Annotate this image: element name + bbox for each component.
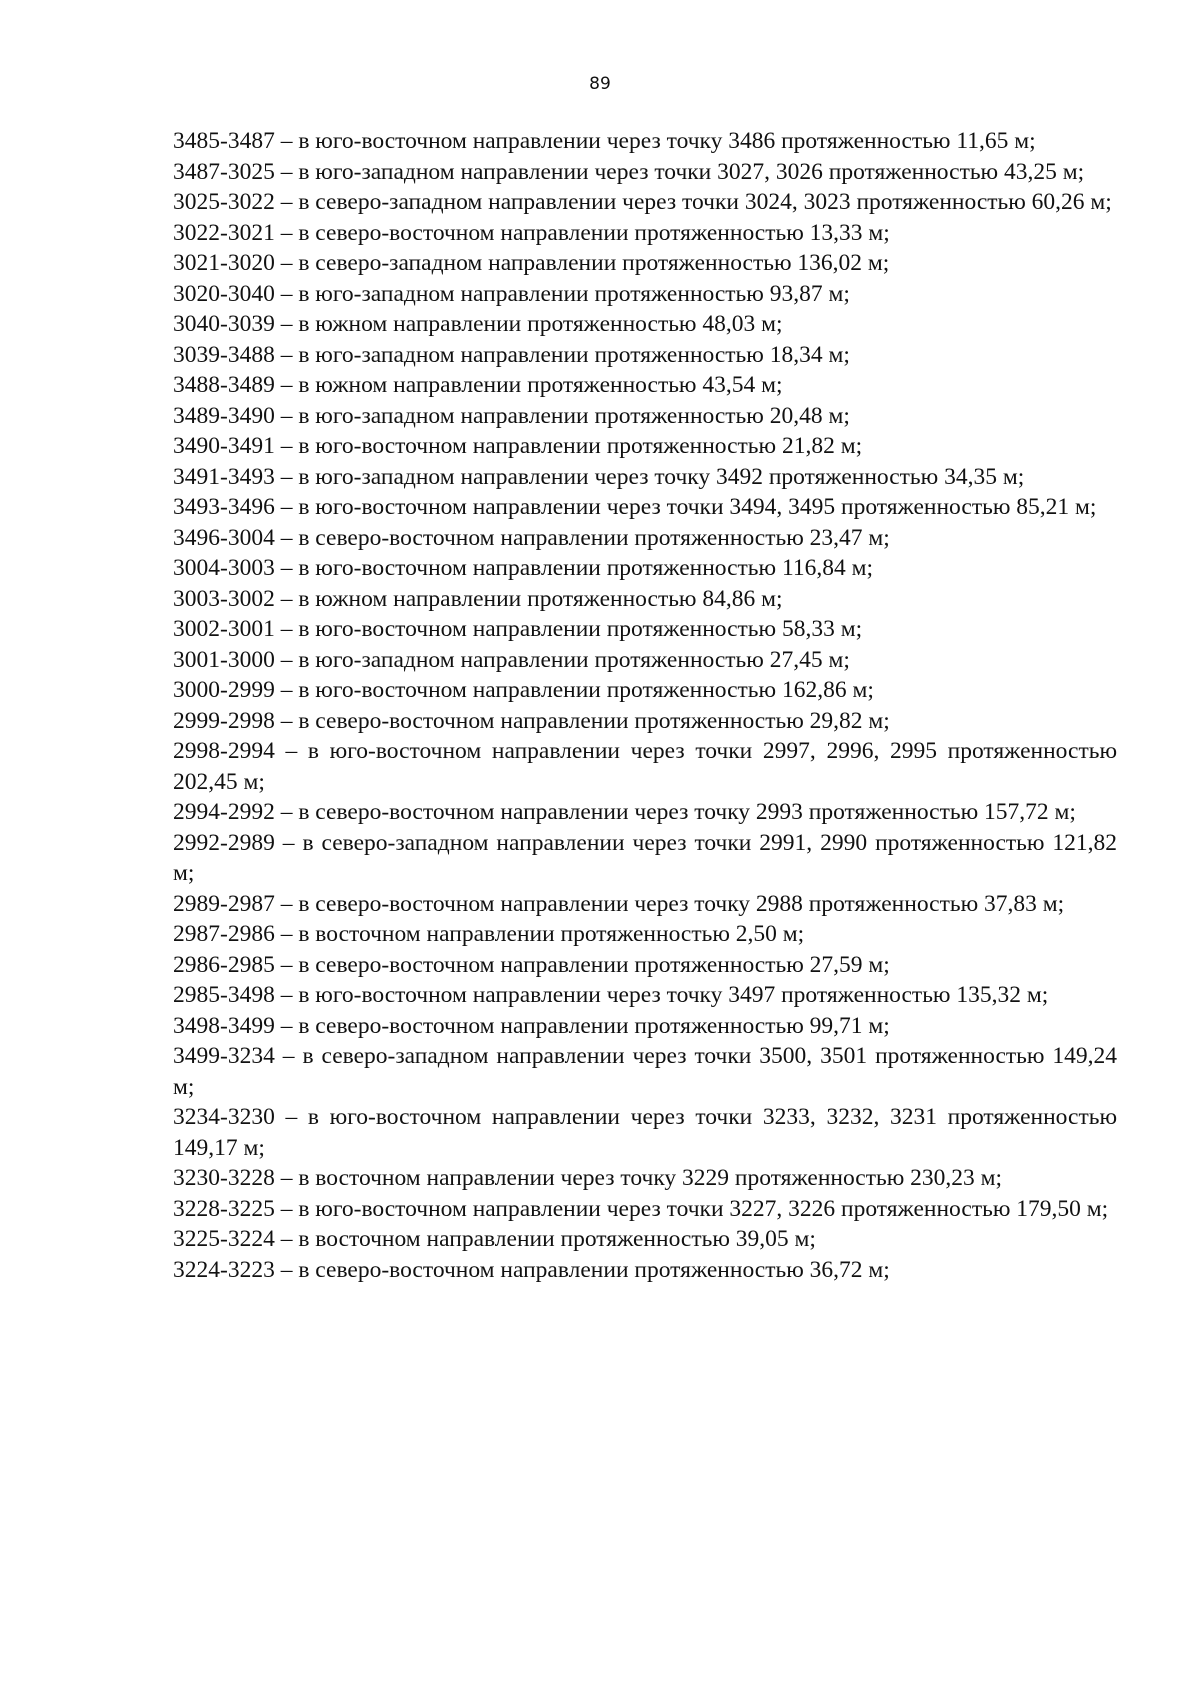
boundary-segment-paragraph: 3234-3230 – в юго-восточном направлении через точки 3233, 3232, 3231 протяженностью 149,17 м;	[173, 1104, 1117, 1161]
boundary-segment-paragraph: 2985-3498 – в юго-восточном направлении через точку 3497 протяженностью 135,32 м;	[173, 982, 1049, 1008]
boundary-segment-paragraph: 3022-3021 – в северо-восточном направлении протяженностью 13,33 м;	[173, 219, 890, 246]
boundary-segment-paragraph: 3489-3490 – в юго-западном направлении протяженностью 20,48 м;	[173, 402, 850, 429]
boundary-segment-paragraph: 3020-3040 – в юго-западном направлении протяженностью 93,87 м;	[173, 280, 850, 307]
boundary-segment-paragraph: 2992-2989 – в северо-западном направлении через точки 2991, 2990 протяженностью 121,82 м;	[173, 829, 1117, 886]
boundary-segment-paragraph: 3487-3025 – в юго-западном направлении через точки 3027, 3026 протяженностью 43,25 м;	[173, 158, 1085, 185]
boundary-segment-paragraph: 3224-3223 – в северо-восточном направлении протяженностью 36,72 м;	[173, 1256, 890, 1283]
boundary-segment-paragraph: 3490-3491 – в юго-восточном направлении протяженностью 21,82 м;	[173, 433, 863, 459]
boundary-segment-paragraph: 3002-3001 – в юго-восточном направлении протяженностью 58,33 м;	[173, 616, 863, 642]
boundary-segment-paragraph: 3003-3002 – в южном направлении протяженностью 84,86 м;	[173, 585, 783, 612]
document-body	[173, 126, 1117, 1285]
boundary-segment-paragraph: 2986-2985 – в северо-восточном направлении протяженностью 27,59 м;	[173, 951, 890, 978]
boundary-segment-paragraph: 3496-3004 – в северо-восточном направлении протяженностью 23,47 м;	[173, 524, 890, 551]
boundary-segment-paragraph: 3498-3499 – в северо-восточном направлении протяженностью 99,71 м;	[173, 1012, 890, 1039]
boundary-segment-paragraph: 3039-3488 – в юго-западном направлении протяженностью 18,34 м;	[173, 341, 850, 368]
boundary-segment-paragraph: 2999-2998 – в северо-восточном направлении протяженностью 29,82 м;	[173, 707, 890, 734]
boundary-segment-paragraph: 3488-3489 – в южном направлении протяженностью 43,54 м;	[173, 372, 783, 398]
page-number: 89	[589, 74, 611, 94]
boundary-segment-paragraph: 2987-2986 – в восточном направлении протяженностью 2,50 м;	[173, 921, 805, 947]
boundary-segment-paragraph: 3004-3003 – в юго-восточном направлении протяженностью 116,84 м;	[173, 555, 873, 581]
boundary-segment-paragraph: 3000-2999 – в юго-восточном направлении протяженностью 162,86 м;	[173, 677, 874, 703]
boundary-segment-paragraph: 3001-3000 – в юго-западном направлении протяженностью 27,45 м;	[173, 646, 850, 673]
boundary-segment-paragraph: 3499-3234 – в северо-западном направлении через точки 3500, 3501 протяженностью 149,24 м;	[173, 1043, 1117, 1100]
boundary-segment-paragraph: 2989-2987 – в северо-восточном направлении через точку 2988 протяженностью 37,83 м;	[173, 890, 1065, 917]
boundary-segment-paragraph: 3485-3487 – в юго-восточном направлении через точку 3486 протяженностью 11,65 м;	[173, 128, 1036, 154]
boundary-segment-paragraph: 3225-3224 – в восточном направлении протяженностью 39,05 м;	[173, 1226, 816, 1252]
boundary-segment-paragraph: 3228-3225 – в юго-восточном направлении через точки 3227, 3226 протяженностью 179,50 м;	[173, 1195, 1109, 1222]
boundary-segment-paragraph: 3230-3228 – в восточном направлении через точку 3229 протяженностью 230,23 м;	[173, 1165, 1003, 1191]
boundary-segment-paragraph: 3025-3022 – в северо-западном направлении через точки 3024, 3023 протяженностью 60,26 м;	[173, 189, 1112, 215]
boundary-segment-paragraph: 3040-3039 – в южном направлении протяженностью 48,03 м;	[173, 311, 783, 337]
boundary-segment-paragraph: 3491-3493 – в юго-западном направлении через точку 3492 протяженностью 34,35 м;	[173, 463, 1025, 490]
boundary-segment-paragraph: 2998-2994 – в юго-восточном направлении через точки 2997, 2996, 2995 протяженностью 202,45 м;	[173, 738, 1117, 795]
boundary-segment-paragraph: 3021-3020 – в северо-западном направлении протяженностью 136,02 м;	[173, 250, 890, 276]
boundary-segment-paragraph: 2994-2992 – в северо-восточном направлении через точку 2993 протяженностью 157,72 м;	[173, 799, 1076, 825]
boundary-segment-paragraph: 3493-3496 – в юго-восточном направлении через точки 3494, 3495 протяженностью 85,21 м;	[173, 494, 1097, 520]
